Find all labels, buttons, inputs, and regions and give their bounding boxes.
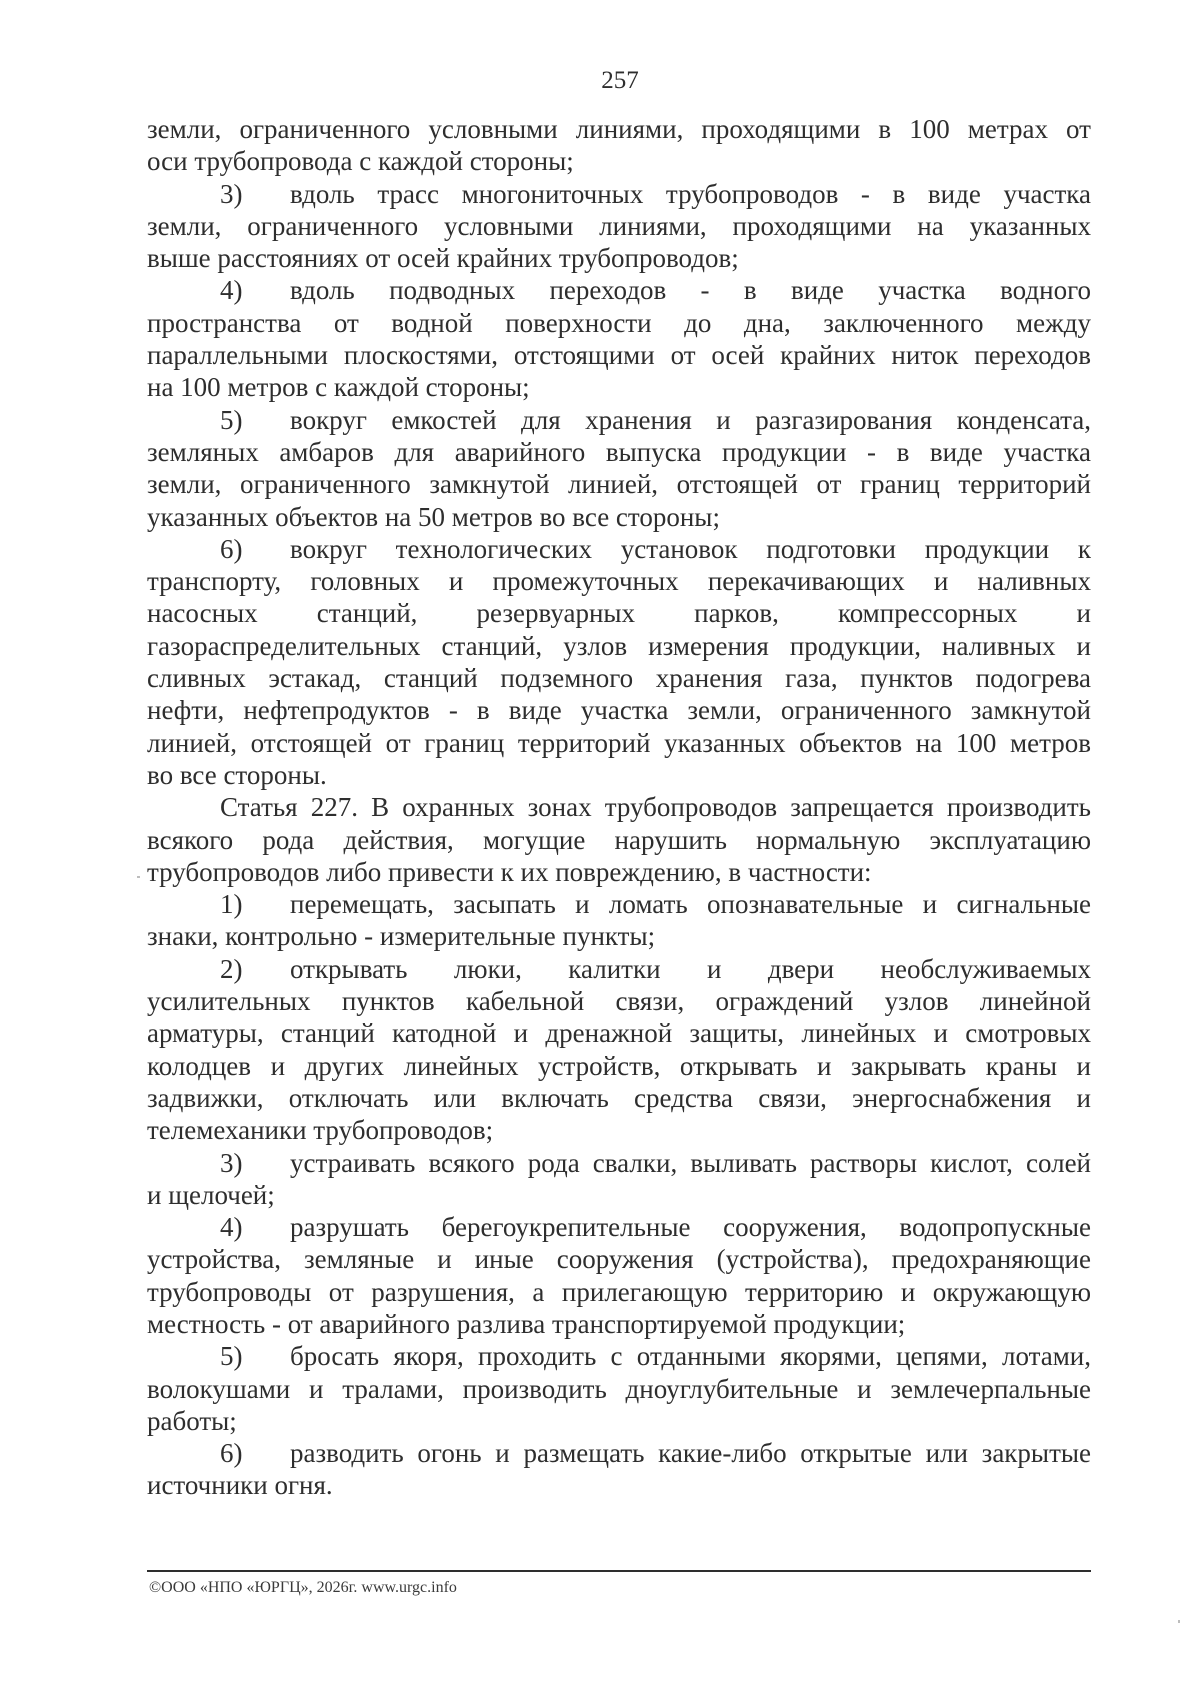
text-line [147,1308,1091,1340]
text-line [147,274,1091,306]
line-text: трубопроводы от разрушения, а прилегающую территорию и окружающую [147,1276,1091,1307]
text-line [147,339,1091,371]
line-text: перемещать, засыпать и ломать опознавательные и сигнальные [290,889,1091,920]
line-text: местность - от аварийного разлива транспортируемой продукции; [147,1308,906,1339]
text-line [147,856,1091,888]
list-number: 4) [220,1212,243,1243]
list-number: 6) [220,533,243,564]
line-text: устройства, земляные и иные сооружения (устройства), предохраняющие [147,1244,1091,1275]
text-line [147,1211,1091,1243]
line-text: открывать люки, калитки и двери необслуживаемых [290,953,1091,984]
numbered-list-item [147,1437,1091,1502]
text-line [147,1114,1091,1146]
text-line [147,533,1091,565]
text-line [147,404,1091,436]
line-text: всякого рода действия, могущие нарушить нормальную эксплуатацию [147,824,1091,855]
text-line [147,1082,1091,1114]
line-text: линией, отстоящей от границ территорий указанных объектов на 100 метров [147,727,1091,758]
text-line [147,888,1091,920]
line-text: источники огня. [147,1470,333,1501]
line-text: вдоль трасс многониточных трубопроводов - в виде участка [290,178,1091,209]
line-text: волокушами и тралами, производить дноуглубительные и землечерпальные [147,1373,1091,1404]
line-text: разрушать берегоукрепительные сооружения, водопропускные [290,1212,1091,1243]
text-line [147,210,1091,242]
footer-divider [147,1570,1091,1572]
text-line [147,1050,1091,1082]
text-line [147,597,1091,629]
line-text: задвижки, отключать или включать средства связи, энергоснабжения и [147,1082,1091,1113]
line-text: пространства от водной поверхности до дна, заключенного между [147,307,1091,338]
page-number: 257 [601,67,639,94]
numbered-list-item [147,178,1091,275]
text-line [147,307,1091,339]
text-line [147,501,1091,533]
list-number: 1) [220,889,243,920]
numbered-list-item [147,1211,1091,1340]
list-number: 5) [220,1341,243,1372]
line-text: разводить огонь и размещать какие-либо открытые или закрытые [290,1438,1091,1469]
numbered-list-item [147,274,1091,403]
numbered-list-item [147,953,1091,1147]
line-text: знаки, контрольно - измерительные пункты; [147,921,656,952]
line-text: выше расстояниях от осей крайних трубопроводов; [147,243,739,274]
text-line [147,1276,1091,1308]
text-line [147,791,1091,823]
text-line [147,662,1091,694]
line-text: газораспределительных станций, узлов измерения продукции, наливных и [147,630,1091,661]
line-text: и щелочей; [147,1179,275,1210]
text-line [147,371,1091,403]
line-text: арматуры, станций катодной и дренажной защиты, линейных и смотровых [147,1018,1091,1049]
text-line [147,985,1091,1017]
line-text: оси трубопровода с каждой стороны; [147,146,574,177]
list-number: 4) [220,275,243,306]
text-line [147,242,1091,274]
line-text: вокруг технологических установок подготовки продукции к [290,533,1091,564]
line-text: работы; [147,1405,237,1436]
text-line [147,1405,1091,1437]
text-line [147,113,1091,145]
line-text: трубопроводов либо привести к их повреждению, в частности: [147,856,872,887]
scan-speck [1178,1620,1180,1623]
text-line [147,727,1091,759]
list-number: 2) [220,953,243,984]
list-number: 5) [220,404,243,435]
numbered-list-item [147,533,1091,791]
text-line [147,1017,1091,1049]
line-text: нефти, нефтепродуктов - в виде участка земли, ограниченного замкнутой [147,695,1091,726]
line-text: сливных эстакад, станций подземного хранения газа, пунктов подогрева [147,663,1091,694]
text-line [147,1179,1091,1211]
text-line [147,1437,1091,1469]
numbered-list-item [147,888,1091,953]
numbered-list-item [147,1340,1091,1437]
text-line [147,1243,1091,1275]
paragraph [147,113,1091,178]
line-text: насосных станций, резервуарных парков, компрессорных и [147,598,1091,629]
text-line [147,824,1091,856]
line-text: параллельными плоскостями, отстоящими от осей крайних ниток переходов [147,340,1091,371]
numbered-list-item [147,404,1091,533]
text-line [147,630,1091,662]
text-line [147,565,1091,597]
line-text: на 100 метров с каждой стороны; [147,372,530,403]
line-text: транспорту, головных и промежуточных перекачивающих и наливных [147,566,1091,597]
line-text: вдоль подводных переходов - в виде участка водного [290,275,1091,306]
text-line [147,1340,1091,1372]
line-text: Статья 227. В охранных зонах трубопроводов запрещается производить [220,792,1091,823]
footer-copyright: ©ООО «НПО «ЮРГЦ», 2026г. www.urgc.info [149,1579,457,1596]
text-line [147,953,1091,985]
line-text: земли, ограниченного замкнутой линией, отстоящей от границ территорий [147,469,1091,500]
list-number: 3) [220,178,243,209]
line-text: усилительных пунктов кабельной связи, ограждений узлов линейной [147,986,1091,1017]
text-line [147,436,1091,468]
line-text: бросать якоря, проходить с отданными якорями, цепями, лотами, [290,1341,1091,1372]
text-line [147,920,1091,952]
line-text: земли, ограниченного условными линиями, проходящими на указанных [147,210,1091,241]
text-line [147,759,1091,791]
line-text: вокруг емкостей для хранения и разгазирования конденсата, [290,404,1091,435]
text-line [147,468,1091,500]
paragraph [147,791,1091,888]
list-number: 3) [220,1147,243,1178]
line-text: земли, ограниченного условными линиями, проходящими в 100 метрах от [147,114,1091,144]
text-line [147,694,1091,726]
line-text: указанных объектов на 50 метров во все стороны; [147,501,720,532]
line-text: устраивать всякого рода свалки, выливать растворы кислот, солей [290,1147,1091,1178]
text-line [147,1147,1091,1179]
list-number: 6) [220,1438,243,1469]
text-line [147,1373,1091,1405]
text-line [147,145,1091,177]
line-text: во все стороны. [147,759,327,790]
line-text: земляных амбаров для аварийного выпуска продукции - в виде участка [147,436,1091,467]
scan-speck [137,876,140,878]
line-text: колодцев и других линейных устройств, открывать и закрывать краны и [147,1050,1091,1081]
text-line [147,178,1091,210]
text-line [147,1469,1091,1501]
document-body [147,113,1091,1502]
line-text: телемеханики трубопроводов; [147,1115,494,1146]
numbered-list-item [147,1147,1091,1212]
